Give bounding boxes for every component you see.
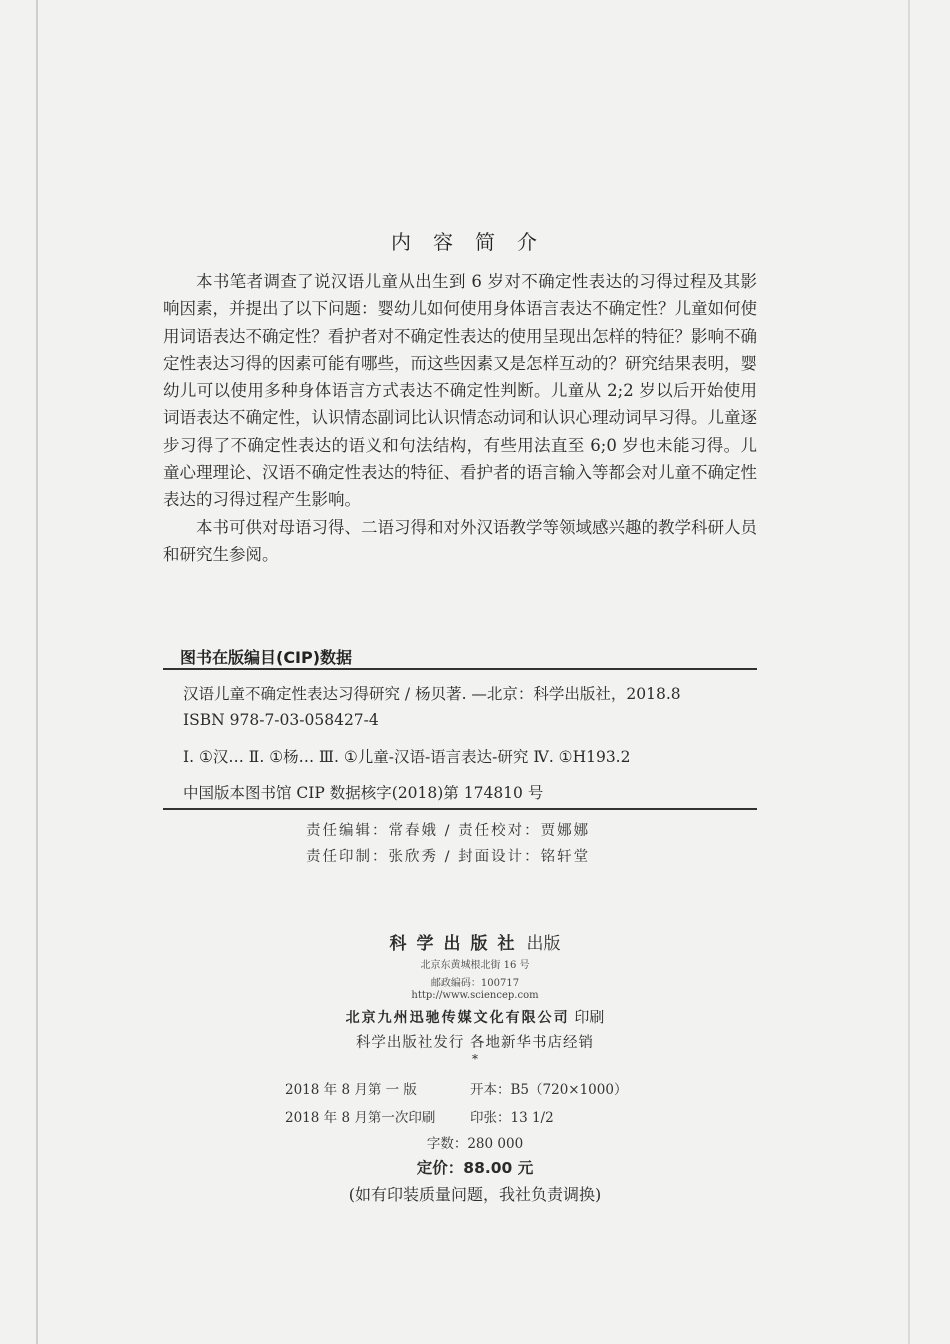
intro-body <box>163 268 757 568</box>
publisher-suffix: 出版 <box>526 934 561 954</box>
separator-star: * <box>472 1052 478 1066</box>
printing-info: 2018 年 8 月第一次印刷 <box>285 1110 436 1126</box>
publisher-url: http://www.sciencep.com <box>411 990 539 1001</box>
cip-heading: 图书在版编目(CIP)数据 <box>180 648 353 667</box>
publisher-line <box>0 929 950 954</box>
printer-line <box>0 1006 950 1027</box>
edition-info: 2018 年 8 月第 一 版 <box>285 1082 417 1098</box>
printer-suffix: 印刷 <box>574 1008 605 1026</box>
word-count: 字数：280 000 <box>426 1136 524 1152</box>
staff-editors: 责任编辑：常春娥 / 责任校对：贾娜娜 <box>306 823 591 839</box>
format-info: 开本：B5（720×1000） <box>470 1082 628 1098</box>
staff-production: 责任印制：张欣秀 / 封面设计：铭轩堂 <box>306 849 591 865</box>
cip-title-line: 汉语儿童不确定性表达习得研究 / 杨贝著. —北京：科学出版社，2018.8 <box>183 685 681 703</box>
publisher-postal-code: 邮政编码：100717 <box>430 978 520 989</box>
sheets-info: 印张：13 1/2 <box>470 1110 554 1126</box>
cip-top-rule <box>163 668 757 670</box>
publisher-address: 北京东黄城根北街 16 号 <box>420 960 530 971</box>
printer-name: 北京九州迅驰传媒文化有限公司 <box>345 1010 570 1026</box>
quality-notice: (如有印装质量问题，我社负责调换) <box>348 1185 602 1204</box>
cip-record-number: 中国版本图书馆 CIP 数据核字(2018)第 174810 号 <box>183 784 544 802</box>
cip-isbn: ISBN 978-7-03-058427-4 <box>183 711 379 729</box>
distribution-line: 科学出版社发行 各地新华书店经销 <box>355 1035 595 1051</box>
intro-paragraph: 本书笔者调查了说汉语儿童从出生到 6 岁对不确定性表达的习得过程及其影响因素，并提出了以下问题：婴幼儿如何使用身体语言表达不确定性？儿童如何使用词语表达不确定性？看护者对不确定性表达的使用呈现出怎样的特征？影响不确定性表达习得的因素可能有哪些，而这些因素又是怎样互动的？研究结果表明，婴幼儿可以使用多种身体语言方式表达不确定性判断。儿童从 2;2 岁以后开始使用词语表达不确定性，认识情态副词比认识情态动词和认识心理动词早习得。儿童逐步习得了不确定性表达的语义和句法结构，有些用法直至 6;0 岁也未能习得。儿童心理理论、汉语不确定性表达的特征、看护者的语言输入等都会对儿童不确定性表达的习得过程产生影响。 <box>163 272 757 510</box>
cip-classification: Ⅰ. ①汉… Ⅱ. ①杨… Ⅲ. ①儿童-汉语-语言表达-研究 Ⅳ. ①H193.2 <box>183 748 631 766</box>
cip-bottom-rule <box>163 808 757 810</box>
intro-paragraph: 本书可供对母语习得、二语习得和对外汉语教学等领域感兴趣的教学科研人员和研究生参阅。 <box>163 517 757 564</box>
intro-title: 内容简介 <box>391 230 559 254</box>
publisher-logo-text: 科学出版社 <box>389 934 525 954</box>
price: 定价：88.00 元 <box>416 1159 534 1177</box>
